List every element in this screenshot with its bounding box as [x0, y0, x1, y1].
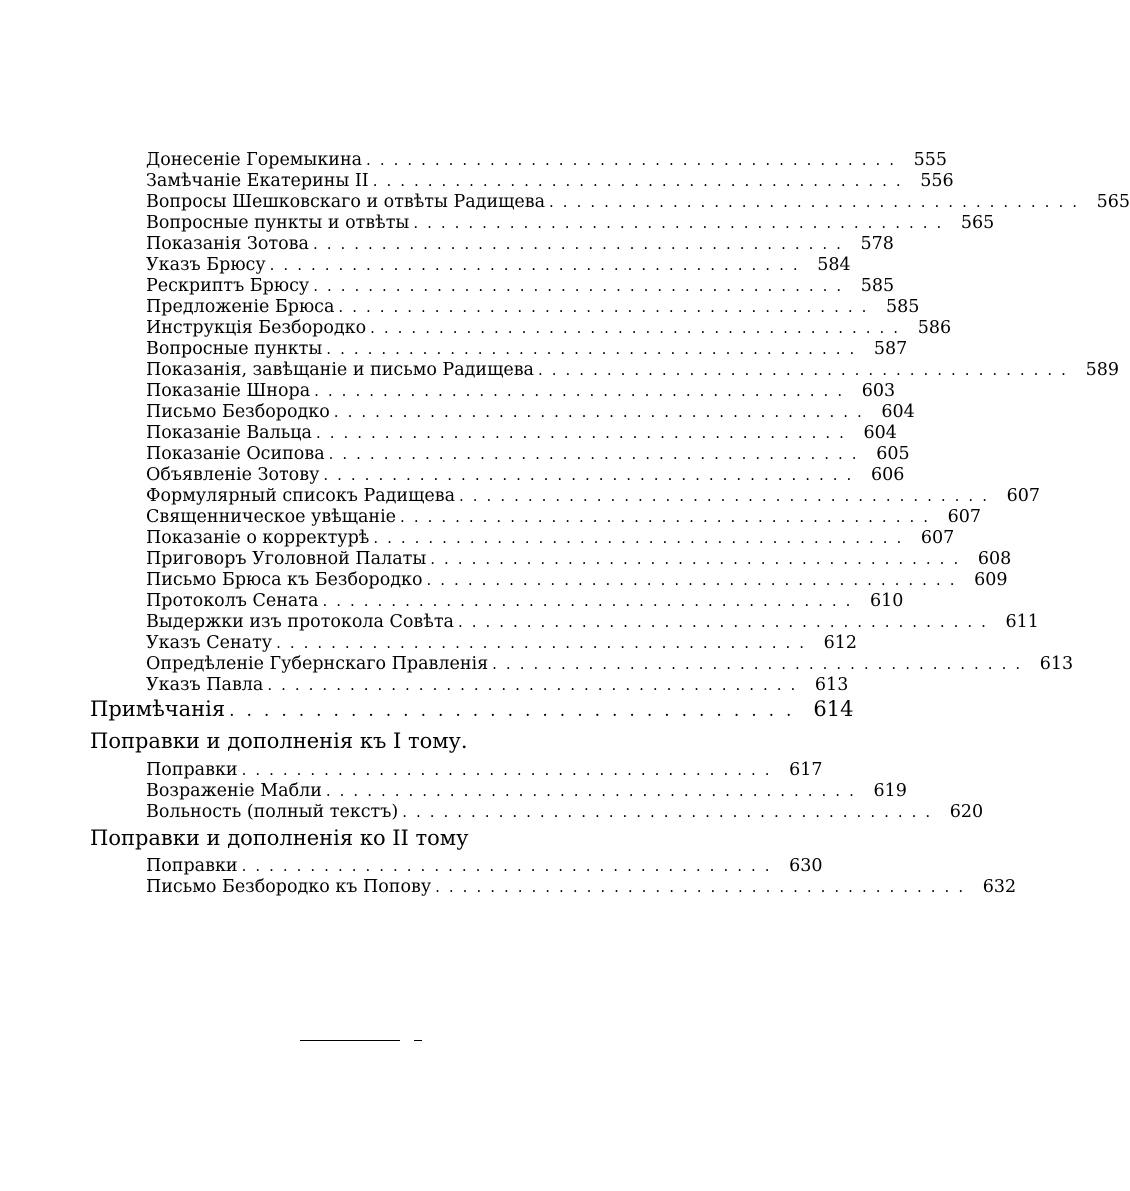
section-heading-vol2: Поправки и дополненія ко II тому: [90, 826, 469, 850]
dot-leader: .......................................: [366, 151, 904, 169]
dot-leader: .................................: [229, 701, 804, 721]
toc-entry: [146, 444, 910, 465]
toc-entry-title: Указъ Брюсу: [146, 255, 266, 275]
toc-entry: [146, 781, 907, 802]
toc-entry-title: Примѣчанія: [90, 697, 226, 721]
toc-entry-title: Показаніе Шнора: [146, 381, 311, 401]
toc-entry-page: 578: [860, 234, 894, 254]
toc-entry-title: Указъ Сенату: [146, 633, 273, 653]
section-heading-vol1: Поправки и дополненія къ I тому.: [90, 729, 468, 753]
toc-entry-title: Протоколъ Сената: [146, 591, 319, 611]
dot-leader: .......................................: [372, 172, 910, 190]
end-rule-dash: [414, 1040, 422, 1041]
dot-leader: .......................................: [328, 445, 866, 463]
toc-entry: [146, 423, 897, 444]
toc-entry: [146, 402, 915, 423]
toc-entry-title: Показаніе Вальца: [146, 423, 312, 443]
toc-entry-page: 604: [881, 402, 915, 422]
toc-entry-page: 620: [949, 802, 984, 822]
dot-leader: .......................................: [323, 466, 861, 484]
toc-entry-title: Приговоръ Уголовной Палаты: [146, 549, 427, 569]
toc-entry-title: Замѣчаніе Екатерины II: [146, 171, 369, 191]
toc-entry-title: Вопросные пункты: [146, 339, 323, 359]
toc-entry: [146, 760, 823, 781]
toc-entry-page: 585: [860, 276, 895, 296]
toc-entry-page: 604: [863, 423, 897, 443]
toc-entry-page: 617: [789, 760, 823, 780]
toc-entry: [146, 276, 895, 297]
toc-entry-title: Показаніе Осипова: [146, 444, 325, 464]
toc-entry-page: 612: [823, 633, 858, 653]
toc-entry: [146, 591, 904, 612]
toc-entry-title: Объявленіе Зотову: [146, 465, 320, 485]
toc-entry-page: 608: [977, 549, 1012, 569]
toc-entry: [146, 150, 948, 171]
toc-entry-page: 556: [920, 171, 954, 191]
toc-entry: [146, 528, 955, 549]
toc-entry: [146, 877, 1017, 898]
toc-entry: [146, 612, 1039, 633]
dot-leader: .......................................: [370, 319, 908, 337]
dot-leader: .......................................: [325, 782, 863, 800]
toc-entry-title: Донесеніе Горемыкина: [146, 150, 363, 170]
toc-entry-title: Показанія, завѣщаніе и письмо Радищева: [146, 360, 534, 380]
toc-entry-page: 586: [917, 318, 952, 338]
toc-entry: [146, 381, 896, 402]
toc-entry: [146, 856, 823, 877]
toc-entry: [146, 486, 1040, 507]
dot-leader: .......................................: [492, 655, 1030, 673]
toc-entry-page: 555: [913, 150, 948, 170]
toc-entry-page: 613: [1039, 654, 1074, 674]
dot-leader: .......................................: [267, 676, 805, 694]
dot-leader: .......................................: [314, 382, 852, 400]
toc-entry-title: Письмо Брюса къ Безбородко: [146, 570, 423, 590]
toc-entry-title: Инструкція Безбородко: [146, 318, 367, 338]
end-rule: [300, 1040, 400, 1041]
toc-entry-page: 607: [1006, 486, 1040, 506]
toc-entry-title: Выдержки изъ протокола Совѣта: [146, 612, 454, 632]
dot-leader: .......................................: [241, 857, 779, 875]
toc-entry-page: 605: [876, 444, 910, 464]
toc-entry: [146, 633, 858, 654]
toc-entry-title: Показанія Зотова: [146, 234, 309, 254]
toc-entry-page: 609: [974, 570, 1008, 590]
toc-entry: [146, 570, 1008, 591]
dot-leader: .......................................: [326, 340, 864, 358]
toc-entry-title: Формулярный списокъ Радищева: [146, 486, 456, 506]
toc-entry-page: 606: [870, 465, 905, 485]
toc-entry-title: Вольность (полный текстъ): [146, 802, 399, 822]
toc-entry-title: Вопросы Шешковскаго и отвѣты Радищева: [146, 192, 546, 212]
toc-entry: [146, 171, 954, 192]
toc-entry: [146, 654, 1074, 675]
toc-entry-page: 619: [873, 781, 907, 801]
toc-entry-page: 587: [873, 339, 908, 359]
toc-entry: [146, 507, 982, 528]
toc-entry-page: 607: [920, 528, 955, 548]
dot-leader: .......................................: [322, 592, 860, 610]
dot-leader: .......................................: [538, 361, 1075, 379]
dot-leader: .......................................: [549, 193, 1086, 211]
toc-entry: [146, 297, 920, 318]
toc-entry-title: Указъ Павла: [146, 675, 264, 695]
toc-entry-title: Поправки: [146, 856, 238, 876]
toc-entry-title: Рескриптъ Брюсу: [146, 276, 310, 296]
toc-entry: [146, 675, 849, 696]
toc-entry: [146, 318, 952, 339]
toc-entry-page: 632: [982, 877, 1017, 897]
toc-entry-title: Священническое увѣщаніе: [146, 507, 397, 527]
toc-entry-title: Предложеніе Брюса: [146, 297, 335, 317]
toc-entry: [146, 213, 995, 234]
toc-entry-page: 630: [789, 856, 823, 876]
toc-entry: [146, 549, 1012, 570]
toc-entry-page: 610: [870, 591, 904, 611]
toc-entry: [146, 339, 908, 360]
dot-leader: .......................................: [373, 529, 911, 547]
toc-entry-title: Поправки: [146, 760, 238, 780]
toc-entry-page: 603: [861, 381, 896, 401]
toc-entry-notes: [90, 696, 854, 724]
toc-entry-title: Показаніе о корректурѣ: [146, 528, 370, 548]
toc-entry-page: 607: [947, 507, 982, 527]
toc-entry: [146, 234, 894, 255]
toc-entry: [146, 802, 984, 823]
dot-leader: .......................................: [313, 277, 851, 295]
toc-entry: [146, 465, 905, 486]
toc-entry-page: 614: [813, 697, 854, 721]
dot-leader: .......................................: [338, 298, 876, 316]
toc-entry-page: 584: [817, 255, 851, 275]
dot-leader: .......................................: [402, 803, 940, 821]
toc-entry-page: 565: [960, 213, 995, 233]
toc-entry-page: 613: [814, 675, 849, 695]
dot-leader: .......................................: [413, 214, 951, 232]
toc-entry-title: Возраженіе Мабли: [146, 781, 322, 801]
toc-entry-page: 589: [1085, 360, 1119, 380]
dot-leader: .......................................: [457, 613, 995, 631]
toc-entry-page: 565: [1096, 192, 1130, 212]
dot-leader: .......................................: [315, 424, 853, 442]
dot-leader: .......................................: [241, 761, 779, 779]
toc-entry: [146, 360, 1119, 381]
dot-leader: .......................................: [459, 487, 996, 505]
toc-entry-title: Письмо Безбородко: [146, 402, 330, 422]
toc-entry-title: Письмо Безбородко къ Попову: [146, 877, 432, 897]
dot-leader: .......................................: [430, 550, 968, 568]
toc-entry-title: Опредѣленіе Губернскаго Правленія: [146, 654, 489, 674]
toc-entry: [146, 255, 851, 276]
dot-leader: .......................................: [400, 508, 938, 526]
toc-entry: [146, 192, 1130, 213]
toc-entry-page: 585: [885, 297, 920, 317]
toc-entry-page: 611: [1005, 612, 1039, 632]
dot-leader: .......................................: [333, 403, 871, 421]
toc-entry-title: Вопросные пункты и отвѣты: [146, 213, 410, 233]
dot-leader: .......................................: [269, 256, 807, 274]
dot-leader: .......................................: [276, 634, 814, 652]
dot-leader: .......................................: [312, 235, 850, 253]
dot-leader: .......................................: [426, 571, 964, 589]
dot-leader: .......................................: [435, 878, 973, 896]
